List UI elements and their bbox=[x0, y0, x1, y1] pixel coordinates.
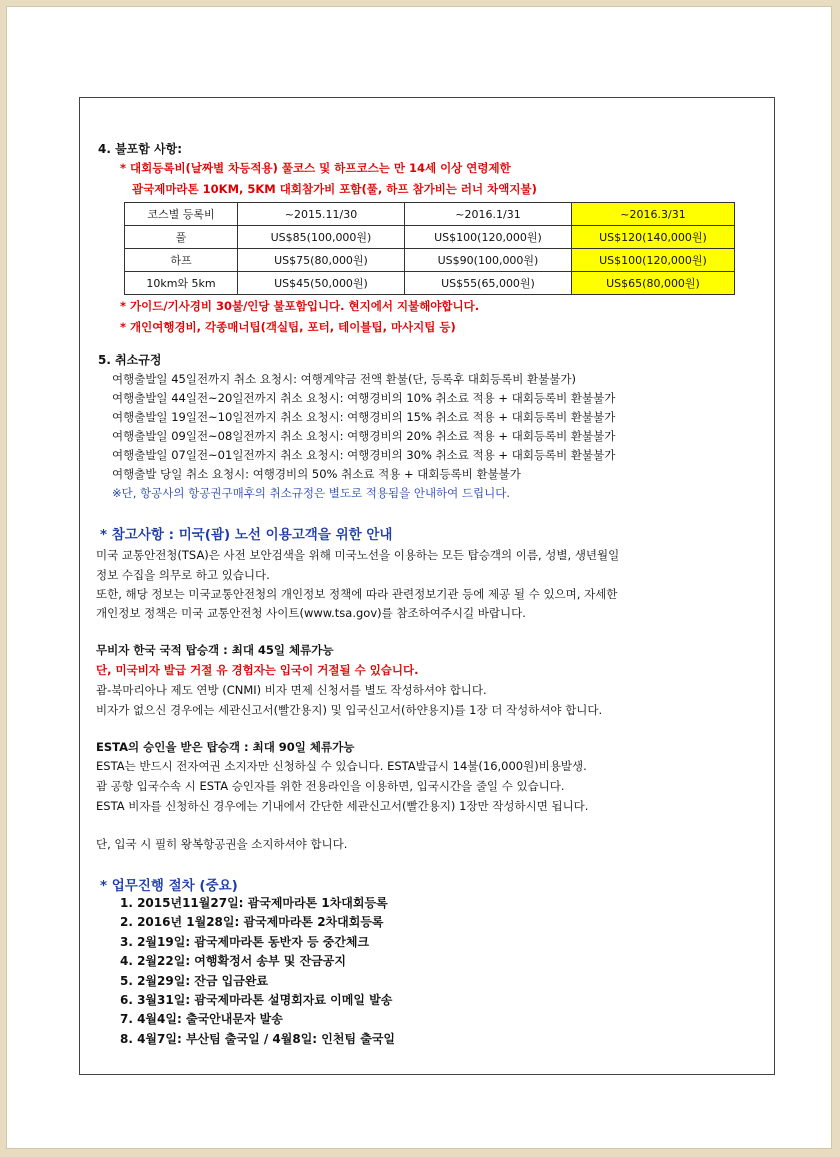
cancellation-rule: 여행출발일 19일전~10일전까지 취소 요청시: 여행경비의 15% 취소료 적용 + 대회등록비 환불불가 bbox=[112, 410, 616, 424]
cancellation-rule: 여행출발 당일 취소 요청시: 여행경비의 50% 취소료 적용 + 대회등록비 환불불가 bbox=[112, 467, 521, 481]
visa-free-warning: 단, 미국비자 발급 거절 유 경험자는 입국이 거절될 수 있습니다. bbox=[96, 663, 419, 677]
section4-note-age-limit: * 대회등록비(날짜별 차등적용) 풀코스 및 하프코스는 만 14세 이상 연령제한 bbox=[120, 161, 511, 175]
table-cell: US$55(65,000원) bbox=[405, 272, 572, 295]
section4-note-10k-5k: 괌국제마라톤 10KM, 5KM 대회참가비 포함(풀, 하프 참가비는 러너 차액지불) bbox=[132, 182, 537, 196]
tsa-paragraph-line: 개인정보 정책은 미국 교통안전청 사이트(www.tsa.gov)를 참조하여주시길 바랍니다. bbox=[96, 606, 526, 620]
visa-free-heading: 무비자 한국 국적 탑승객 : 최대 45일 체류가능 bbox=[96, 643, 334, 657]
list-item: 5. 2월29일: 잔금 입금완료 bbox=[120, 973, 269, 988]
cancellation-rule: 여행출발일 45일전까지 취소 요청시: 여행계약금 전액 환불(단, 등록후 대회등록비 환불불가) bbox=[112, 372, 576, 386]
list-item: 7. 4월4일: 출국안내문자 발송 bbox=[120, 1012, 283, 1027]
table-cell: US$65(80,000원) bbox=[572, 272, 735, 295]
table-cell: US$85(100,000원) bbox=[238, 226, 405, 249]
table-cell: US$45(50,000원) bbox=[238, 272, 405, 295]
reference-heading: * 참고사항 : 미국(괌) 노선 이용고객을 위한 안내 bbox=[100, 527, 393, 543]
cancellation-rule: 여행출발일 07일전~01일전까지 취소 요청시: 여행경비의 30% 취소료 적용 + 대회등록비 환불불가 bbox=[112, 448, 616, 462]
table-cell: US$75(80,000원) bbox=[238, 249, 405, 272]
tsa-paragraph-line: 정보 수집을 의무로 하고 있습니다. bbox=[96, 568, 270, 582]
table-header-cell: ~2015.11/30 bbox=[238, 203, 405, 226]
table-cell: US$100(120,000원) bbox=[405, 226, 572, 249]
airline-cancellation-note: ※단, 항공사의 항공권구매후의 취소규정은 별도로 적용됨을 안내하여 드립니다. bbox=[112, 486, 511, 500]
table-cell: US$120(140,000원) bbox=[572, 226, 735, 249]
table-row bbox=[125, 226, 735, 249]
table-cell: 10km와 5km bbox=[125, 272, 238, 295]
tsa-paragraph-line: 미국 교통안전청(TSA)은 사전 보안검색을 위해 미국노선을 이용하는 모든 탑승객의 이름, 성별, 생년월일 bbox=[96, 548, 620, 562]
table-cell: 풀 bbox=[125, 226, 238, 249]
table-cell: US$100(120,000원) bbox=[572, 249, 735, 272]
list-item: 4. 2월22일: 여행확정서 송부 및 잔금공지 bbox=[120, 954, 346, 969]
table-row bbox=[125, 272, 735, 295]
section4-note-guide-fee: * 가이드/기사경비 30불/인당 불포함입니다. 현지에서 지불해야합니다. bbox=[120, 299, 480, 313]
esta-heading: ESTA의 승인을 받은 탑승객 : 최대 90일 체류가능 bbox=[96, 740, 355, 754]
table-cell: 하프 bbox=[125, 249, 238, 272]
list-item: 3. 2월19일: 괌국제마라톤 동반자 등 중간체크 bbox=[120, 934, 370, 949]
list-item: 6. 3월31일: 괌국제마라톤 설명회자료 이메일 발송 bbox=[120, 992, 393, 1007]
section5-heading: 5. 취소규정 bbox=[98, 353, 162, 367]
visa-free-line: 비자가 없으신 경우에는 세관신고서(빨간용지) 및 입국신고서(하얀용지)를 1장 더 작성하셔야 합니다. bbox=[96, 703, 603, 717]
list-item: 8. 4월7일: 부산팀 출국일 / 4월8일: 인천팀 출국일 bbox=[120, 1031, 396, 1046]
return-ticket-note: 단, 입국 시 필히 왕복항공권을 소지하셔야 합니다. bbox=[96, 837, 348, 851]
section4-note-personal-expense: * 개인여행경비, 각종매너팁(객실팁, 포터, 테이블팁, 마사지팁 등) bbox=[120, 320, 456, 334]
esta-line: ESTA 비자를 신청하신 경우에는 기내에서 간단한 세관신고서(빨간용지) 1장만 작성하시면 됩니다. bbox=[96, 799, 589, 813]
esta-line: ESTA는 반드시 전자여권 소지자만 신청하실 수 있습니다. ESTA발급시 14불(16,000원)비용발생. bbox=[96, 759, 587, 773]
table-header-cell: ~2016.1/31 bbox=[405, 203, 572, 226]
list-item: 2. 2016년 1월28일: 괌국제마라톤 2차대회등록 bbox=[120, 915, 384, 930]
table-header-cell: 코스별 등록비 bbox=[125, 203, 238, 226]
table-header-row bbox=[125, 203, 735, 226]
document-page bbox=[79, 97, 775, 1075]
table-cell: US$90(100,000원) bbox=[405, 249, 572, 272]
page-frame bbox=[6, 6, 832, 1149]
cancellation-rule: 여행출발일 09일전~08일전까지 취소 요청시: 여행경비의 20% 취소료 적용 + 대회등록비 환불불가 bbox=[112, 429, 616, 443]
cancellation-rule: 여행출발일 44일전~20일전까지 취소 요청시: 여행경비의 10% 취소료 적용 + 대회등록비 환불불가 bbox=[112, 391, 616, 405]
procedure-heading: * 업무진행 절차 (중요) bbox=[100, 878, 238, 894]
visa-free-line: 괌-북마리아나 제도 연방 (CNMI) 비자 면제 신청서를 별도 작성하셔야 합니다. bbox=[96, 683, 487, 697]
table-row bbox=[125, 249, 735, 272]
tsa-paragraph-line: 또한, 해당 정보는 미국교통안전청의 개인정보 정책에 따라 관련정보기관 등에 제공 될 수 있으며, 자세한 bbox=[96, 587, 618, 601]
section4-heading: 4. 불포함 사항: bbox=[98, 142, 183, 156]
list-item: 1. 2015년11월27일: 괌국제마라톤 1차대회등록 bbox=[120, 896, 388, 910]
registration-fee-table bbox=[124, 202, 735, 295]
esta-line: 괌 공항 입국수속 시 ESTA 승인자를 위한 전용라인을 이용하면, 입국시간을 줄일 수 있습니다. bbox=[96, 779, 565, 793]
table-header-cell: ~2016.3/31 bbox=[572, 203, 735, 226]
procedure-steps bbox=[120, 894, 395, 1049]
